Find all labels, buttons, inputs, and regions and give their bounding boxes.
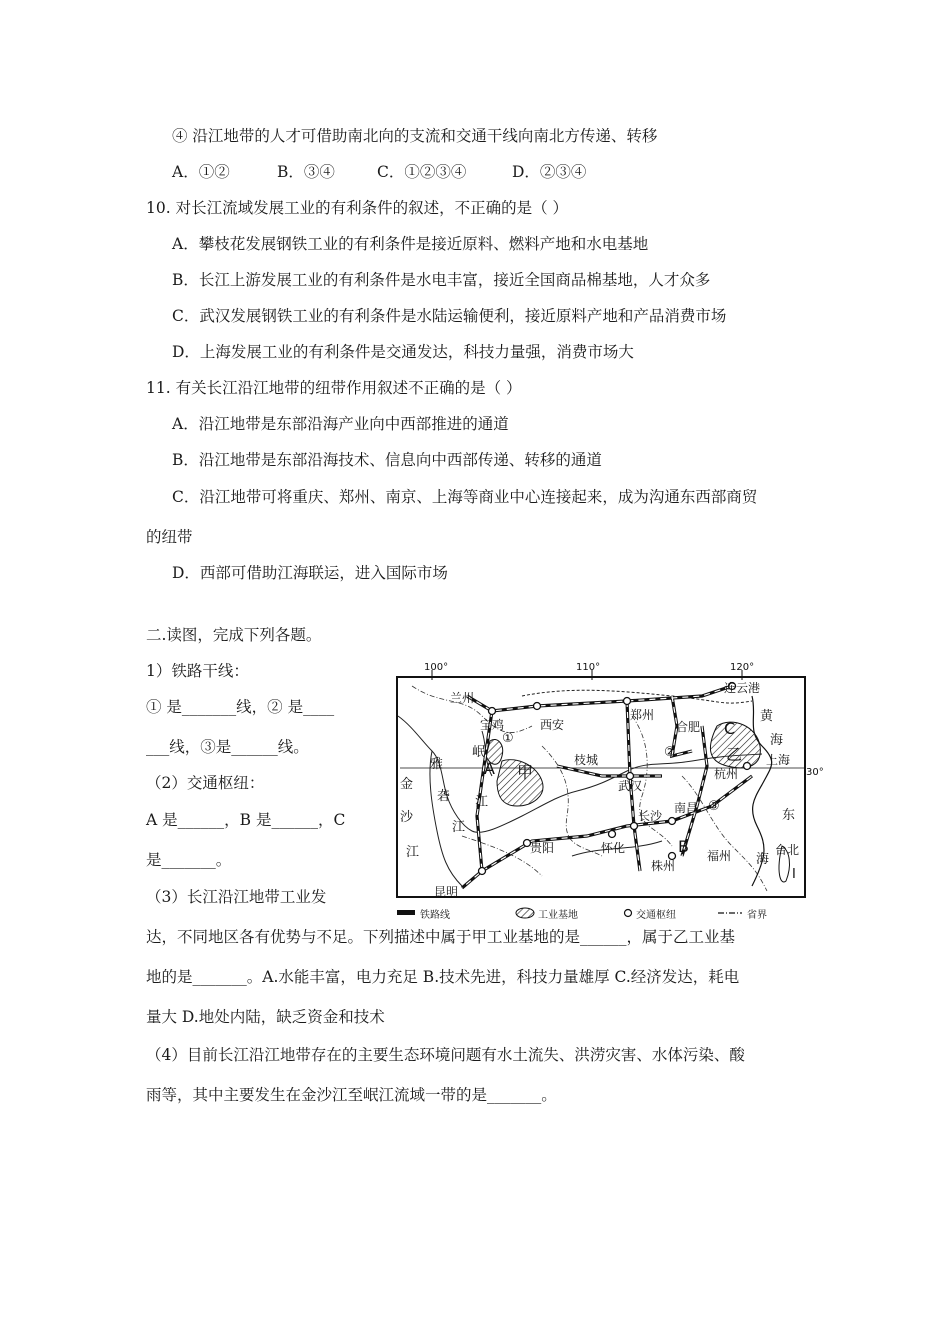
q11-option-c-cont: 的纽带	[146, 528, 193, 546]
city-hefei: 合肥	[676, 720, 701, 734]
s2-p1-line1: ① 是_______线，② 是____	[146, 698, 335, 716]
marker-c: C	[724, 719, 736, 738]
q10-option-d: D．上海发展工业的有利条件是交通发达，科技力量强，消费市场大	[172, 343, 634, 361]
s2-p2-line1: A 是______，B 是______，C	[146, 811, 346, 829]
city-lianyungang: 连云港	[724, 681, 761, 695]
city-nanchang: 南昌	[674, 801, 699, 815]
city-zhuzhou: 株州	[651, 859, 676, 873]
hub-kunming	[479, 868, 486, 875]
q11-option-a: A．沿江地带是东部沿海产业向中西部推进的通道	[172, 415, 509, 433]
city-kunming: 昆明	[434, 885, 459, 899]
hub-zhengzhou	[624, 698, 631, 705]
q9-choice-b: B．③④	[277, 163, 335, 181]
s2-p4-line2: 雨等，其中主要发生在金沙江至岷江流域一带的是_______。	[146, 1086, 557, 1104]
hub-shanghai	[744, 763, 751, 770]
section2-title: 二.读图，完成下列各题。	[146, 626, 322, 644]
hub-changsha	[631, 823, 638, 830]
legend-hub: 交通枢纽	[636, 910, 676, 921]
city-hangzhou: 杭州	[714, 767, 739, 781]
s2-p3-line3: 地的是_______。A.水能丰富，电力充足 B.技术先进，科技力量雄厚 C.经济发达，耗电	[146, 968, 740, 986]
label-min: 岷	[472, 745, 486, 760]
q11-option-d: D．西部可借助江海联运，进入国际市场	[172, 564, 448, 582]
map-frame	[397, 677, 805, 897]
marker-jia: 甲	[517, 763, 534, 782]
city-zhicheng: 枝城	[574, 753, 599, 767]
city-lanzhou: 兰州	[450, 691, 475, 705]
q10-option-a: A．攀枝花发展钢铁工业的有利条件是接近原料、燃料产地和水电基地	[172, 235, 649, 253]
label-huang: 黄	[760, 709, 774, 724]
s2-p2-line2: 是_______。	[146, 851, 232, 869]
lon-120: 120°	[730, 662, 755, 673]
marker-yi: 乙	[726, 745, 743, 764]
label-hai-2: 海	[756, 852, 770, 867]
lon-100: 100°	[424, 662, 449, 673]
hub-baoji	[489, 708, 496, 715]
legend-industrial-base: 工业基地	[538, 910, 578, 921]
label-ya: 雅	[430, 757, 444, 772]
city-fuzhou: 福州	[707, 849, 732, 863]
label-jin: 金	[400, 777, 414, 792]
marker-edge: I	[792, 867, 796, 882]
city-wuhan: 武汉	[618, 779, 643, 793]
q9-option-4: ④ 沿江地带的人才可借助南北向的支流和交通干线向南北方传递、转移	[172, 127, 658, 145]
s2-p4-line1: （4）目前长江沿江地带存在的主要生态环境问题有水土流失、洪涝灾害、水体污染、酸	[146, 1046, 745, 1064]
hub-xian	[534, 703, 541, 710]
q11-option-b: B．沿江地带是东部沿海技术、信息向中西部传递、转移的通道	[172, 451, 602, 469]
label-long: 砻	[437, 789, 451, 804]
city-taipei: 台北	[775, 843, 800, 857]
marker-route-2: ②	[664, 745, 676, 760]
city-changsha: 长沙	[638, 809, 663, 823]
marker-route-3: ③	[708, 799, 720, 814]
legend-province-border: 省界	[747, 910, 767, 921]
city-guiyang: 贵阳	[530, 841, 555, 855]
s2-p3-line4: 量大 D.地处内陆，缺乏资金和技术	[146, 1008, 385, 1026]
lon-110: 110°	[576, 662, 601, 673]
city-zhengzhou: 郑州	[630, 708, 655, 722]
q10-stem: 10. 对长江流域发展工业的有利条件的叙述，不正确的是（ ）	[146, 199, 569, 217]
hub-huaihua	[609, 831, 616, 838]
s2-p3-line1: （3）长江沿江地带工业发	[146, 888, 327, 906]
s2-p1-title: 1）铁路干线：	[146, 662, 249, 680]
label-jiang-1: 江	[406, 845, 420, 860]
label-dong: 东	[782, 808, 796, 823]
marker-a: A	[484, 759, 495, 778]
q9-choice-a: A．①②	[172, 163, 230, 181]
city-huaihua: 怀化	[601, 841, 626, 855]
yangtze-industry-map	[372, 656, 824, 924]
city-shanghai: 上海	[766, 753, 791, 767]
q10-option-b: B．长江上游发展工业的有利条件是水电丰富，接近全国商品棉基地，人才众多	[172, 271, 711, 289]
label-jiang-3: 江	[475, 795, 489, 810]
s2-p1-line2: ___线，③是______线。	[146, 738, 309, 756]
q9-choice-c: C．①②③④	[377, 163, 467, 181]
s2-p2-title: （2）交通枢纽：	[146, 774, 265, 792]
q10-option-c: C．武汉发展钢铁工业的有利条件是水陆运输便利，接近原料产地和产品消费市场	[172, 307, 727, 325]
q9-choice-d: D．②③④	[512, 163, 587, 181]
city-baoji: 宝鸡	[480, 718, 505, 732]
q11-stem: 11. 有关长江沿江地带的纽带作用叙述不正确的是（ ）	[146, 379, 522, 397]
marker-b: B	[678, 837, 689, 856]
lat-30: 30°	[806, 767, 824, 778]
q11-option-c: C．沿江地带可将重庆、郑州、南京、上海等商业中心连接起来，成为沟通东西部商贸	[172, 488, 758, 506]
marker-route-1: ①	[502, 731, 514, 746]
label-sha: 沙	[400, 810, 414, 825]
label-hai-1: 海	[770, 733, 784, 748]
hub-nanchang	[669, 818, 676, 825]
city-xian: 西安	[540, 718, 565, 732]
legend-railway: 铁路线	[420, 910, 450, 921]
map-legend	[397, 908, 767, 921]
label-jiang-2: 江	[452, 820, 466, 835]
s2-p3-line2: 达，不同地区各有优势与不足。下列描述中属于甲工业基地的是______，属于乙工业基	[146, 928, 736, 946]
